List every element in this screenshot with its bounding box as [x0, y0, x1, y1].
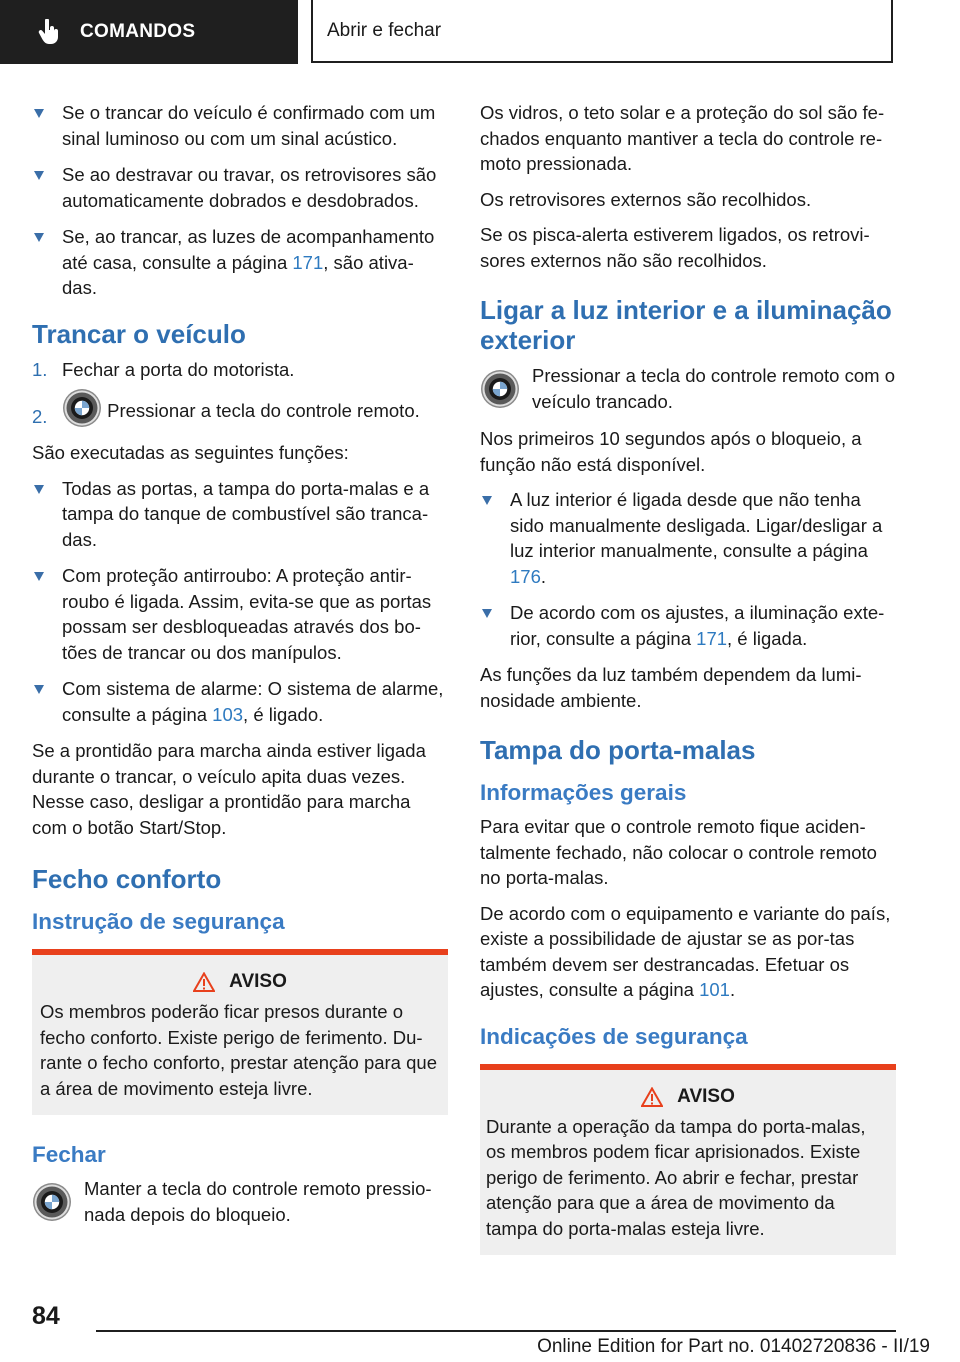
page-header	[0, 0, 960, 66]
right-column	[480, 100, 896, 1271]
paragraph: Nos primeiros 10 segundos após o bloqueio, a função não está disponível.	[480, 428, 862, 475]
section-tab	[0, 0, 298, 64]
hand-pointer-icon	[38, 19, 60, 45]
bmw-key-button-icon	[62, 388, 102, 428]
paragraph: Os retrovisores externos são recolhidos.	[480, 188, 812, 210]
footer-divider	[96, 1330, 896, 1332]
warning-title: AVISO	[486, 1086, 890, 1108]
paragraph: De acordo com o equipamento e variante do país, existe a possibilidade de ajustar se as por-tas também devem ser destrancadas. Efetuar os ajustes, consulte a página 101.	[480, 902, 891, 1000]
warning-text: Durante a operação da tampa do porta-malas, os membros podem ficar aprisionados. Existe perigo de ferimento. Ao abrir e fechar, prestar atenção para que a área de movimento da tampa do porta-malas esteja livre.	[486, 1115, 866, 1239]
page-link[interactable]: 101	[699, 979, 730, 1000]
page-link[interactable]: 171	[696, 627, 728, 649]
chapter-box	[311, 0, 893, 63]
list-item: Todas as portas, a tampa do porta-malas e a tampa do tanque de combustível são tranca-das.	[32, 476, 448, 553]
left-column	[32, 100, 448, 1239]
page-number: 84	[32, 1302, 60, 1330]
heading-fecho: Fecho conforto	[32, 864, 222, 894]
page-link[interactable]: 103	[212, 703, 244, 725]
heading-indicacoes: Indicações de segurança	[480, 1023, 748, 1049]
triangle-bullet-icon	[34, 485, 44, 494]
heading-instrucao: Instrução de segurança	[32, 909, 285, 934]
heading-luz: Ligar a luz interior e a iluminação exterior	[480, 295, 892, 355]
bmw-key-button-icon	[480, 369, 520, 409]
triangle-bullet-icon	[482, 496, 492, 505]
paragraph: Os vidros, o teto solar e a proteção do sol são fe-chados enquanto mantiver a tecla do controle re-moto pressionada.	[480, 102, 885, 174]
chapter-title: Abrir e fechar	[327, 19, 442, 41]
edition-text: Online Edition for Part no. 01402720836 - II/19	[537, 1336, 930, 1357]
heading-fechar: Fechar	[32, 1142, 106, 1167]
warning-box	[32, 949, 448, 1115]
triangle-bullet-icon	[34, 109, 44, 118]
list-item: De acordo com os ajustes, a iluminação exte-rior, consulte a página 171, é ligada.	[480, 600, 896, 651]
list-item: Com proteção antirroubo: A proteção antir-roubo é ligada. Assim, evita-se que as portas possam ser desbloqueadas através dos bo-tões de trancar ou dos manípulos.	[32, 563, 448, 665]
triangle-bullet-icon	[34, 171, 44, 180]
step-1: 1. Fechar a porta do motorista.	[32, 358, 295, 380]
bmw-key-button-icon	[32, 1182, 72, 1222]
key-instruction: Pressionar a tecla do controle remoto com o veículo trancado.	[480, 363, 896, 414]
warning-triangle-icon	[641, 1087, 663, 1107]
list-item: Se o trancar do veículo é confirmado com um sinal luminoso ou com um sinal acústico.	[32, 100, 448, 151]
heading-info: Informações gerais	[480, 780, 687, 805]
paragraph: Se os pisca-alerta estiverem ligados, os retrovi-sores externos não são recolhidos.	[480, 224, 870, 271]
step-2: 2. Pressionar a tecla do controle remoto.	[32, 392, 448, 432]
triangle-bullet-icon	[482, 609, 492, 618]
list-item: Com sistema de alarme: O sistema de alarme, consulte a página 103, é ligado.	[32, 676, 448, 727]
paragraph: Para evitar que o controle remoto fique aciden-talmente fechado, não colocar o controle remoto no porta-malas.	[480, 816, 877, 888]
triangle-bullet-icon	[34, 233, 44, 242]
triangle-bullet-icon	[34, 572, 44, 581]
heading-tampa: Tampa do porta-malas	[480, 735, 756, 765]
key-instruction: Manter a tecla do controle remoto pressio-nada depois do bloqueio.	[32, 1176, 448, 1227]
warning-triangle-icon	[193, 972, 215, 992]
page-link[interactable]: 171	[292, 251, 324, 273]
heading-trancar: Trancar o veículo	[32, 318, 246, 349]
warning-box	[480, 1064, 896, 1256]
list-item: A luz interior é ligada desde que não tenha sido manualmente desligada. Ligar/desligar a luz interior manualmente, consulte a página 176.	[480, 487, 896, 589]
page-link[interactable]: 176	[510, 565, 541, 587]
prontidao-paragraph: Se a prontidão para marcha ainda estiver ligada durante o trancar, o veículo apita duas vezes. Nesse caso, desligar a prontidão para marcha com o botão Start/Stop.	[32, 740, 426, 838]
paragraph: As funções da luz também dependem da lumi-nosidade ambiente.	[480, 664, 862, 711]
warning-text: Os membros poderão ficar presos durante o fecho conforto. Existe perigo de ferimento. Du-rante o fecho conforto, prestar atenção para que a área de movimento esteja livre.	[40, 1001, 437, 1099]
section-title: COMANDOS	[80, 21, 196, 42]
warning-title: AVISO	[40, 971, 440, 993]
list-item: Se ao destravar ou travar, os retrovisores são automaticamente dobrados e desdobrados.	[32, 162, 448, 213]
functions-intro: São executadas as seguintes funções:	[32, 442, 349, 463]
page-footer	[0, 1300, 960, 1362]
triangle-bullet-icon	[34, 685, 44, 694]
list-item: Se, ao trancar, as luzes de acompanhamento até casa, consulte a página 171, são ativa-das.	[32, 224, 448, 301]
